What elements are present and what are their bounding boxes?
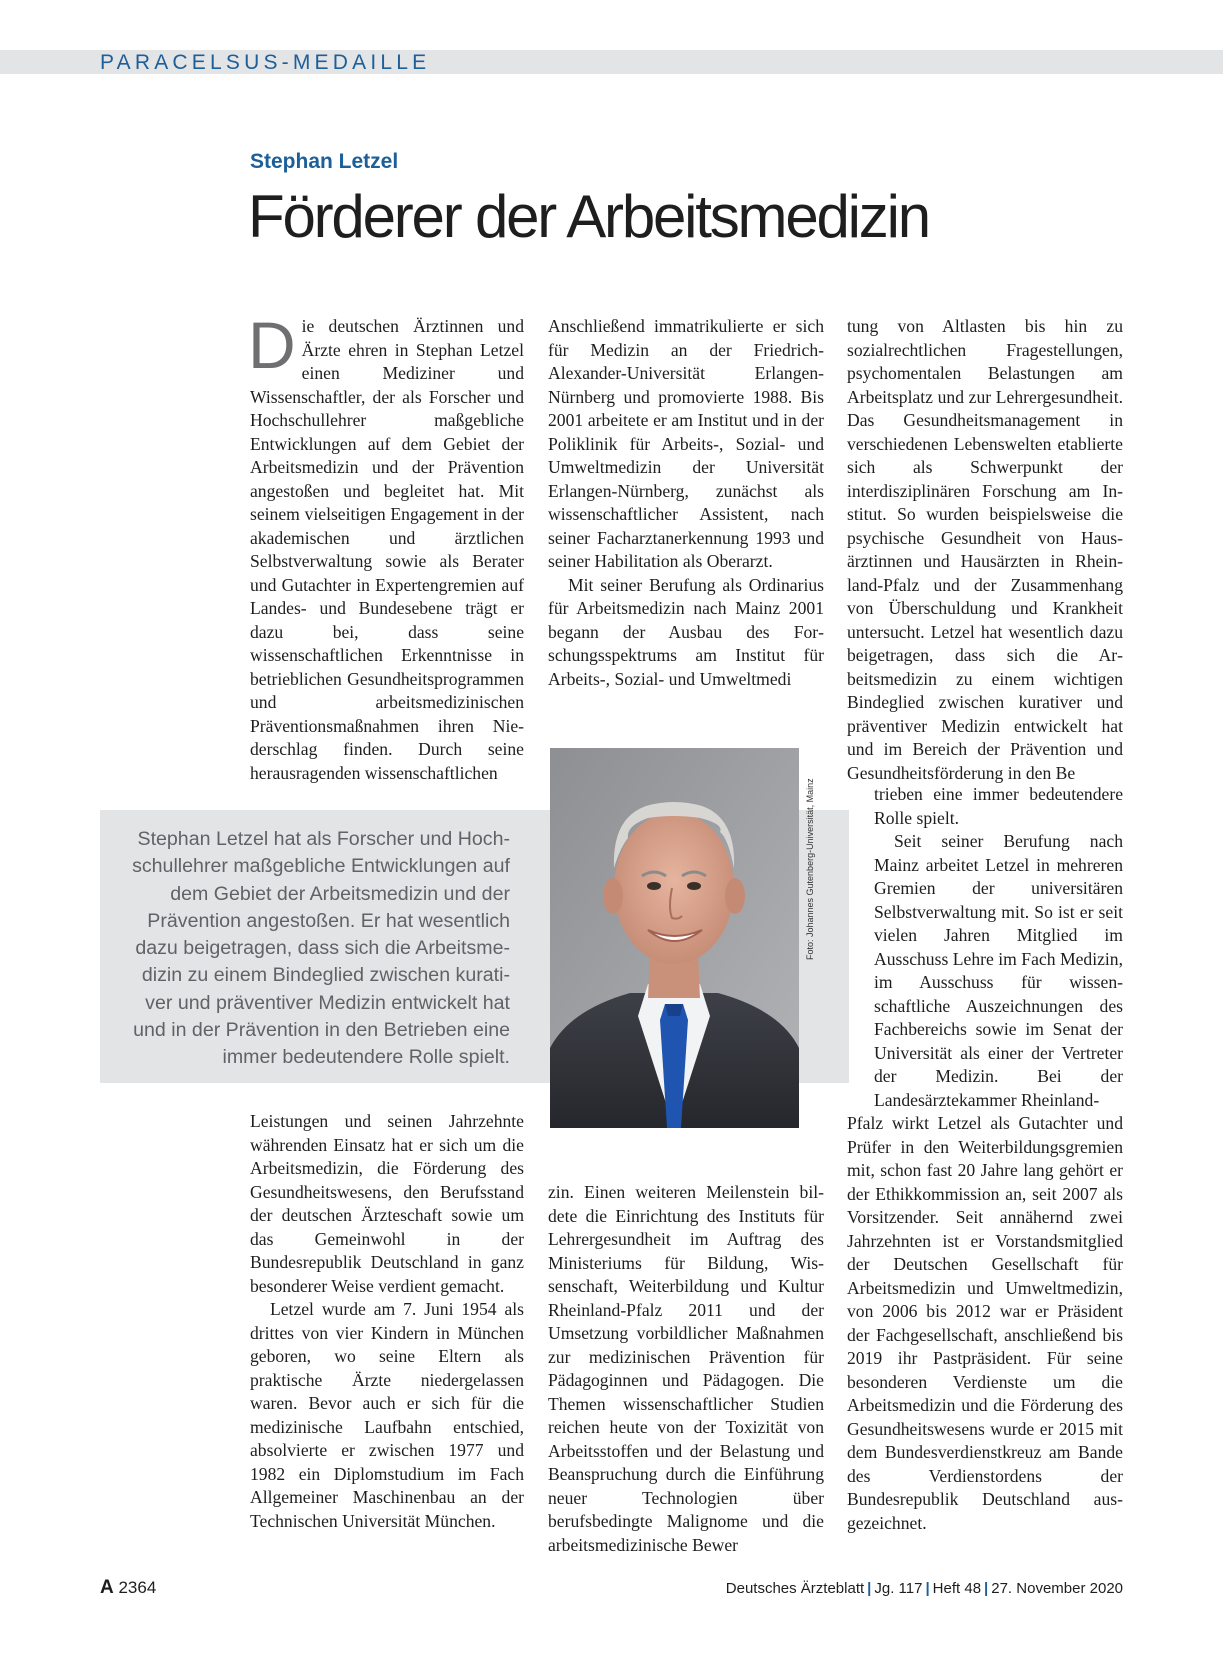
pullquote-line: immer bedeutendere Rolle spielt. (222, 1046, 510, 1069)
paragraph: Pfalz wirkt Letzel als Gutachter und Prüfer in den Weiterbildungsgremien mit, schon fast 20 Jahre lang gehört er der Ethikkommission an, seit 2007 als Vorsitzender. Seit annähernd zwei Jahrzehnten ist er Vorstandsmitglied der Deutschen Gesellschaft für Arbeitsmedizin und Umweltmedizin, von 2006 bis 2012 war er Präsident der Fachgesellschaft, anschließend bis 2019 ihr Pastpräsident. Für seine besonderen Verdienste um die Arbeitsmedizin und die Förderung des Gesundheitswesens wurde er 2015 mit dem Bundesverdienstkreuz am Bande des Verdienstordens der Bundesrepublik Deutschland ausgezeichnet. (847, 1113, 1123, 1533)
pullquote-line: ver und präventiver Medizin entwickelt hat (145, 991, 510, 1014)
publication-footer (726, 1580, 1123, 1597)
pullquote (118, 826, 510, 1072)
publication-issue: Heft 48 (932, 1580, 982, 1597)
paragraph: Mit seiner Berufung als Ordinarius für Arbeitsmedizin nach Mainz 2001 begann der Ausbau des Forschungsspektrums am Institut für Arbeits-, Sozial- und Umweltmedi (548, 574, 824, 689)
footer-separator: | (925, 1580, 930, 1597)
page-prefix: A (100, 1577, 114, 1598)
column-3-middle (874, 783, 1123, 1112)
column-2-bottom (548, 1181, 824, 1557)
article-kicker: Stephan Letzel (250, 150, 399, 173)
paragraph: Seit seiner Berufung nach Mainz arbeitet Letzel in mehreren Gremien der universitären Selbstverwaltung mit. So ist er seit vielen Jahren Mitglied im Ausschuss Lehre im Fach Medizin, im Ausschuss für wissenschaftliche Auszeichnungen des Fachbereichs sowie im Senat der Universität als einer der Vertreter der Medizin. Bei der Landesärztekammer Rheinland- (874, 831, 1123, 1110)
photo-credit: Foto: Johannes Gutenberg-Universität, Mainz (805, 778, 815, 960)
page-number-value: 2364 (118, 1578, 157, 1597)
column-1-bottom (250, 1110, 524, 1533)
pullquote-line: schullehrer maßgebliche Entwicklungen auf (132, 855, 510, 878)
drop-cap: D (248, 308, 296, 382)
paragraph: tung von Altlasten bis hin zu sozialrechtlichen Fragestellungen, psychomentalen Belastungen am Arbeitsplatz und zur Lehrergesundheit. Das Gesundheitsmanagement in verschiedenen Lebenswelten etablierte sich als Schwerpunkt der interdisziplinären Forschung am Institut. So wurden beispielsweise die psychische Gesundheit von Hausärztinnen und Hausärzten in Rheinland-Pfalz und der Zusammenhang von Überschuldung und Krankheit untersucht. Letzel hat wesentlich dazu beigetragen, dass sich die Arbeitsmedizin zu einem wichtigen Bindeglied zwischen kurativer und präventiver Medizin entwickelt hat und im Bereich der Prävention und Gesundheitsförderung in den Be (847, 316, 1123, 783)
pullquote-line: Prävention angestoßen. Er hat wesentlich (147, 909, 510, 932)
portrait-illustration (550, 748, 799, 1128)
column-3-bottom (847, 1112, 1123, 1535)
portrait-photo (550, 748, 799, 1128)
pullquote-line: dem Gebiet der Arbeitsmedizin und der (170, 882, 510, 905)
pullquote-line: dazu beigetragen, dass sich die Arbeitsme- (135, 937, 510, 960)
paragraph: Anschließend immatrikulierte er sich für Medizin an der Friedrich-Alexander-Universität Erlangen-Nürnberg und promovierte 1988. Bis 2001 arbeitete er am Institut und in der Poliklinik für Arbeits-, Sozial- und Umweltmedizin der Universität Erlangen-Nürnberg, zunächst als wissenschaftlicher Assistent, nach seiner Facharztanerkennung 1993 und seiner Habilitation als Oberarzt. (548, 316, 824, 571)
paragraph: Leistungen und seinen Jahrzehnte währenden Einsatz hat er sich um die Arbeitsmedizin, die Förderung des Gesundheitswesens, den Berufsstand der deutschen Ärzteschaft sowie um das Gemeinwohl in der Bundesrepublik Deutschland in ganz besonderer Weise verdient gemacht. (250, 1111, 524, 1296)
intro-paragraph (248, 308, 524, 785)
column-3-top (847, 315, 1123, 785)
publication-volume: Jg. 117 (874, 1580, 923, 1597)
column-2-top (548, 315, 824, 691)
section-label: PARACELSUS-MEDAILLE (100, 51, 431, 74)
footer-separator: | (984, 1580, 989, 1597)
publication-date: 27. November 2020 (991, 1580, 1123, 1597)
pullquote-line: und in der Prävention in den Betrieben eine (133, 1019, 510, 1042)
paragraph: zin. Einen weiteren Meilenstein bildete die Einrichtung des Instituts für Lehrergesundheit im Auftrag des Ministeriums für Bildung, Wissenschaft, Weiterbildung und Kultur Rheinland-Pfalz 2011 und der Umsetzung vorbildlicher Maßnahmen zur medizinischen Prävention für Pädagoginnen und Pädagogen. Die Themen wissenschaftlicher Studien reichen heute von der Toxizität von Arbeitsstoffen und der Belastung und Beanspruchung durch die Einführung neuer Technologien über berufsbedingte Malignome und die arbeitsmedizinische Bewer (548, 1182, 824, 1555)
footer-separator: | (867, 1580, 872, 1597)
pullquote-line: dizin zu einem Bindeglied zwischen kurati- (141, 964, 510, 987)
publication-name: Deutsches Ärzteblatt (725, 1580, 865, 1597)
pullquote-line: Stephan Letzel hat als Forscher und Hoch- (137, 828, 510, 850)
paragraph: trieben eine immer bedeutendere Rolle spielt. (874, 784, 1123, 828)
page-number (100, 1577, 156, 1599)
intro-text: ie deutschen Ärztinnen und Ärzte ehren in Stephan Letzel einen Mediziner und Wissenschaftler, der als Forscher und Hochschullehrer maßgebliche Entwicklungen auf dem Gebiet der Arbeitsmedizin und der Prävention angestoßen und begleitet hat. Mit seinem vielseitigen Engagement in der akademischen und ärztlichen Selbstverwaltung sowie als Berater und Gutachter in Expertengremien auf Landes- und Bundesebene trägt er dazu bei, dass seine wissenschaftlichen Erkenntnisse in betrieblichen Gesundheitsprogrammen und arbeitsmedizinischen Präventionsmaßnahmen ihren Niederschlag finden. Durch seine herausragenden wissenschaftlichen (250, 316, 524, 783)
column-1-top (248, 308, 524, 785)
article-headline: Förderer der Arbeitsmedizin (248, 183, 929, 250)
paragraph: Letzel wurde am 7. Juni 1954 als drittes von vier Kindern in München geboren, wo seine Eltern als praktische Ärzte niedergelassen waren. Bevor auch er sich für die medizinische Laufbahn entschied, absolvierte er zwischen 1977 und 1982 ein Diplomstudium im Fach Allgemeiner Maschinenbau an der Technischen Universität München. (250, 1299, 524, 1531)
